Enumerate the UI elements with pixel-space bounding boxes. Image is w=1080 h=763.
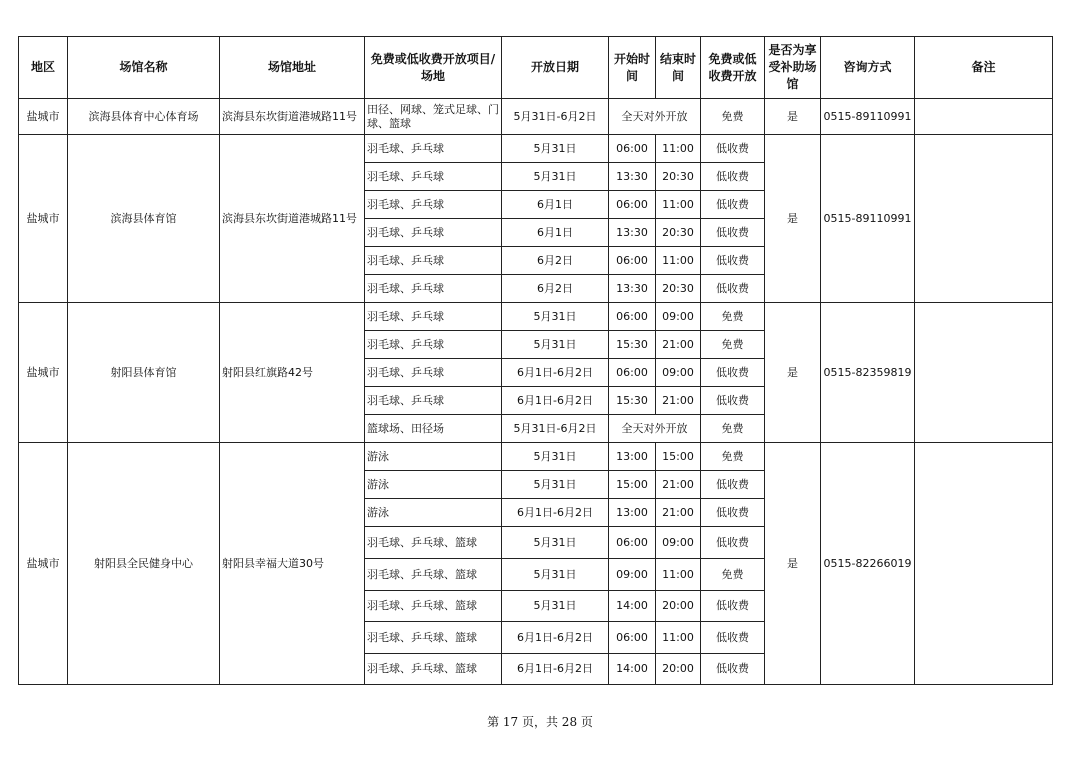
end-time-cell: 11:00 [656, 247, 701, 275]
venue-address-cell: 滨海县东坎街道港城路11号 [220, 135, 365, 303]
contact-cell: 0515-82359819 [821, 303, 915, 443]
fee-type-cell: 低收费 [701, 275, 765, 303]
region-cell: 盐城市 [19, 99, 68, 135]
region-cell: 盐城市 [19, 135, 68, 303]
open-date-cell: 6月1日 [502, 219, 609, 247]
table-row [19, 99, 1053, 135]
open-items-cell: 羽毛球、乒乓球 [365, 163, 502, 191]
note-cell [915, 303, 1053, 443]
header-address: 场馆地址 [220, 37, 365, 99]
table-row [19, 135, 1053, 163]
end-time-cell: 20:00 [656, 591, 701, 622]
start-time-cell: 13:00 [609, 499, 656, 527]
end-time-cell: 11:00 [656, 559, 701, 591]
venue-address-cell: 滨海县东坎街道港城路11号 [220, 99, 365, 135]
open-date-cell: 5月31日 [502, 471, 609, 499]
start-time-cell: 13:30 [609, 163, 656, 191]
open-date-cell: 5月31日 [502, 303, 609, 331]
region-cell: 盐城市 [19, 443, 68, 685]
table-body [19, 99, 1053, 685]
fee-type-cell: 低收费 [701, 247, 765, 275]
open-date-cell: 5月31日 [502, 443, 609, 471]
open-date-cell: 5月31日 [502, 135, 609, 163]
open-date-cell: 6月1日-6月2日 [502, 654, 609, 685]
start-time-cell: 06:00 [609, 191, 656, 219]
end-time-cell: 20:30 [656, 219, 701, 247]
end-time-cell: 20:30 [656, 275, 701, 303]
contact-cell: 0515-82266019 [821, 443, 915, 685]
fee-type-cell: 低收费 [701, 527, 765, 559]
open-date-cell: 5月31日 [502, 591, 609, 622]
open-items-cell: 羽毛球、乒乓球、篮球 [365, 527, 502, 559]
end-time-cell: 15:00 [656, 443, 701, 471]
open-items-cell: 篮球场、田径场 [365, 415, 502, 443]
venue-name-cell: 滨海县体育馆 [68, 135, 220, 303]
start-time-cell: 09:00 [609, 559, 656, 591]
open-date-cell: 5月31日 [502, 163, 609, 191]
open-items-cell: 游泳 [365, 499, 502, 527]
open-items-cell: 羽毛球、乒乓球 [365, 387, 502, 415]
end-time-cell: 09:00 [656, 527, 701, 559]
end-time-cell: 20:00 [656, 654, 701, 685]
subsidized-cell: 是 [765, 303, 821, 443]
end-time-cell: 09:00 [656, 359, 701, 387]
header-end: 结束时间 [656, 37, 701, 99]
open-date-cell: 5月31日 [502, 559, 609, 591]
start-time-cell: 13:30 [609, 219, 656, 247]
fee-type-cell: 低收费 [701, 359, 765, 387]
contact-cell: 0515-89110991 [821, 135, 915, 303]
fee-type-cell: 低收费 [701, 622, 765, 654]
start-time-cell: 14:00 [609, 591, 656, 622]
start-time-cell: 06:00 [609, 135, 656, 163]
fee-type-cell: 低收费 [701, 191, 765, 219]
open-items-cell: 羽毛球、乒乓球、篮球 [365, 654, 502, 685]
fee-type-cell: 低收费 [701, 387, 765, 415]
subsidized-cell: 是 [765, 443, 821, 685]
region-cell: 盐城市 [19, 303, 68, 443]
open-date-cell: 6月1日-6月2日 [502, 387, 609, 415]
open-time-cell: 全天对外开放 [609, 415, 701, 443]
open-items-cell: 羽毛球、乒乓球 [365, 135, 502, 163]
header-row [19, 37, 1053, 99]
venue-schedule-table [18, 36, 1053, 685]
header-region: 地区 [19, 37, 68, 99]
header-contact: 咨询方式 [821, 37, 915, 99]
fee-type-cell: 低收费 [701, 163, 765, 191]
open-items-cell: 羽毛球、乒乓球 [365, 219, 502, 247]
subsidized-cell: 是 [765, 99, 821, 135]
end-time-cell: 21:00 [656, 387, 701, 415]
open-time-cell: 全天对外开放 [609, 99, 701, 135]
fee-type-cell: 低收费 [701, 499, 765, 527]
fee-type-cell: 免费 [701, 303, 765, 331]
note-cell [915, 135, 1053, 303]
fee-type-cell: 低收费 [701, 219, 765, 247]
end-time-cell: 20:30 [656, 163, 701, 191]
start-time-cell: 15:00 [609, 471, 656, 499]
fee-type-cell: 低收费 [701, 135, 765, 163]
venue-name-cell: 射阳县全民健身中心 [68, 443, 220, 685]
open-items-cell: 羽毛球、乒乓球、篮球 [365, 622, 502, 654]
open-date-cell: 5月31日 [502, 527, 609, 559]
header-subsidized: 是否为享受补助场馆 [765, 37, 821, 99]
venue-name-cell: 滨海县体育中心体育场 [68, 99, 220, 135]
fee-type-cell: 免费 [701, 99, 765, 135]
subsidized-cell: 是 [765, 135, 821, 303]
start-time-cell: 06:00 [609, 247, 656, 275]
venue-name-cell: 射阳县体育馆 [68, 303, 220, 443]
open-date-cell: 6月1日-6月2日 [502, 499, 609, 527]
open-items-cell: 羽毛球、乒乓球、篮球 [365, 591, 502, 622]
open-items-cell: 羽毛球、乒乓球 [365, 331, 502, 359]
header-venue: 场馆名称 [68, 37, 220, 99]
header-items: 免费或低收费开放项目/场地 [365, 37, 502, 99]
end-time-cell: 11:00 [656, 135, 701, 163]
end-time-cell: 09:00 [656, 303, 701, 331]
fee-type-cell: 免费 [701, 559, 765, 591]
fee-type-cell: 低收费 [701, 654, 765, 685]
contact-cell: 0515-89110991 [821, 99, 915, 135]
open-items-cell: 羽毛球、乒乓球 [365, 275, 502, 303]
open-items-cell: 羽毛球、乒乓球、篮球 [365, 559, 502, 591]
header-note: 备注 [915, 37, 1053, 99]
end-time-cell: 21:00 [656, 471, 701, 499]
fee-type-cell: 低收费 [701, 471, 765, 499]
header-date: 开放日期 [502, 37, 609, 99]
open-items-cell: 游泳 [365, 471, 502, 499]
fee-type-cell: 低收费 [701, 591, 765, 622]
start-time-cell: 14:00 [609, 654, 656, 685]
start-time-cell: 13:00 [609, 443, 656, 471]
fee-type-cell: 免费 [701, 331, 765, 359]
table-row [19, 443, 1053, 471]
open-items-cell: 羽毛球、乒乓球 [365, 303, 502, 331]
open-date-cell: 5月31日-6月2日 [502, 99, 609, 135]
end-time-cell: 11:00 [656, 191, 701, 219]
page-footer: 第 17 页，共 28 页 [487, 715, 593, 729]
table-row [19, 303, 1053, 331]
start-time-cell: 15:30 [609, 331, 656, 359]
start-time-cell: 15:30 [609, 387, 656, 415]
open-date-cell: 6月1日 [502, 191, 609, 219]
open-items-cell: 田径、网球、笼式足球、门球、篮球 [365, 99, 502, 135]
fee-type-cell: 免费 [701, 415, 765, 443]
start-time-cell: 06:00 [609, 303, 656, 331]
open-items-cell: 羽毛球、乒乓球 [365, 247, 502, 275]
open-date-cell: 5月31日-6月2日 [502, 415, 609, 443]
end-time-cell: 21:00 [656, 331, 701, 359]
start-time-cell: 06:00 [609, 527, 656, 559]
open-date-cell: 5月31日 [502, 331, 609, 359]
open-date-cell: 6月2日 [502, 247, 609, 275]
note-cell [915, 99, 1053, 135]
end-time-cell: 11:00 [656, 622, 701, 654]
open-items-cell: 游泳 [365, 443, 502, 471]
open-date-cell: 6月1日-6月2日 [502, 622, 609, 654]
open-items-cell: 羽毛球、乒乓球 [365, 191, 502, 219]
header-fee: 免费或低收费开放 [701, 37, 765, 99]
start-time-cell: 06:00 [609, 622, 656, 654]
start-time-cell: 13:30 [609, 275, 656, 303]
open-date-cell: 6月2日 [502, 275, 609, 303]
end-time-cell: 21:00 [656, 499, 701, 527]
note-cell [915, 443, 1053, 685]
start-time-cell: 06:00 [609, 359, 656, 387]
venue-address-cell: 射阳县红旗路42号 [220, 303, 365, 443]
open-date-cell: 6月1日-6月2日 [502, 359, 609, 387]
venue-address-cell: 射阳县幸福大道30号 [220, 443, 365, 685]
header-start: 开始时间 [609, 37, 656, 99]
open-items-cell: 羽毛球、乒乓球 [365, 359, 502, 387]
fee-type-cell: 免费 [701, 443, 765, 471]
